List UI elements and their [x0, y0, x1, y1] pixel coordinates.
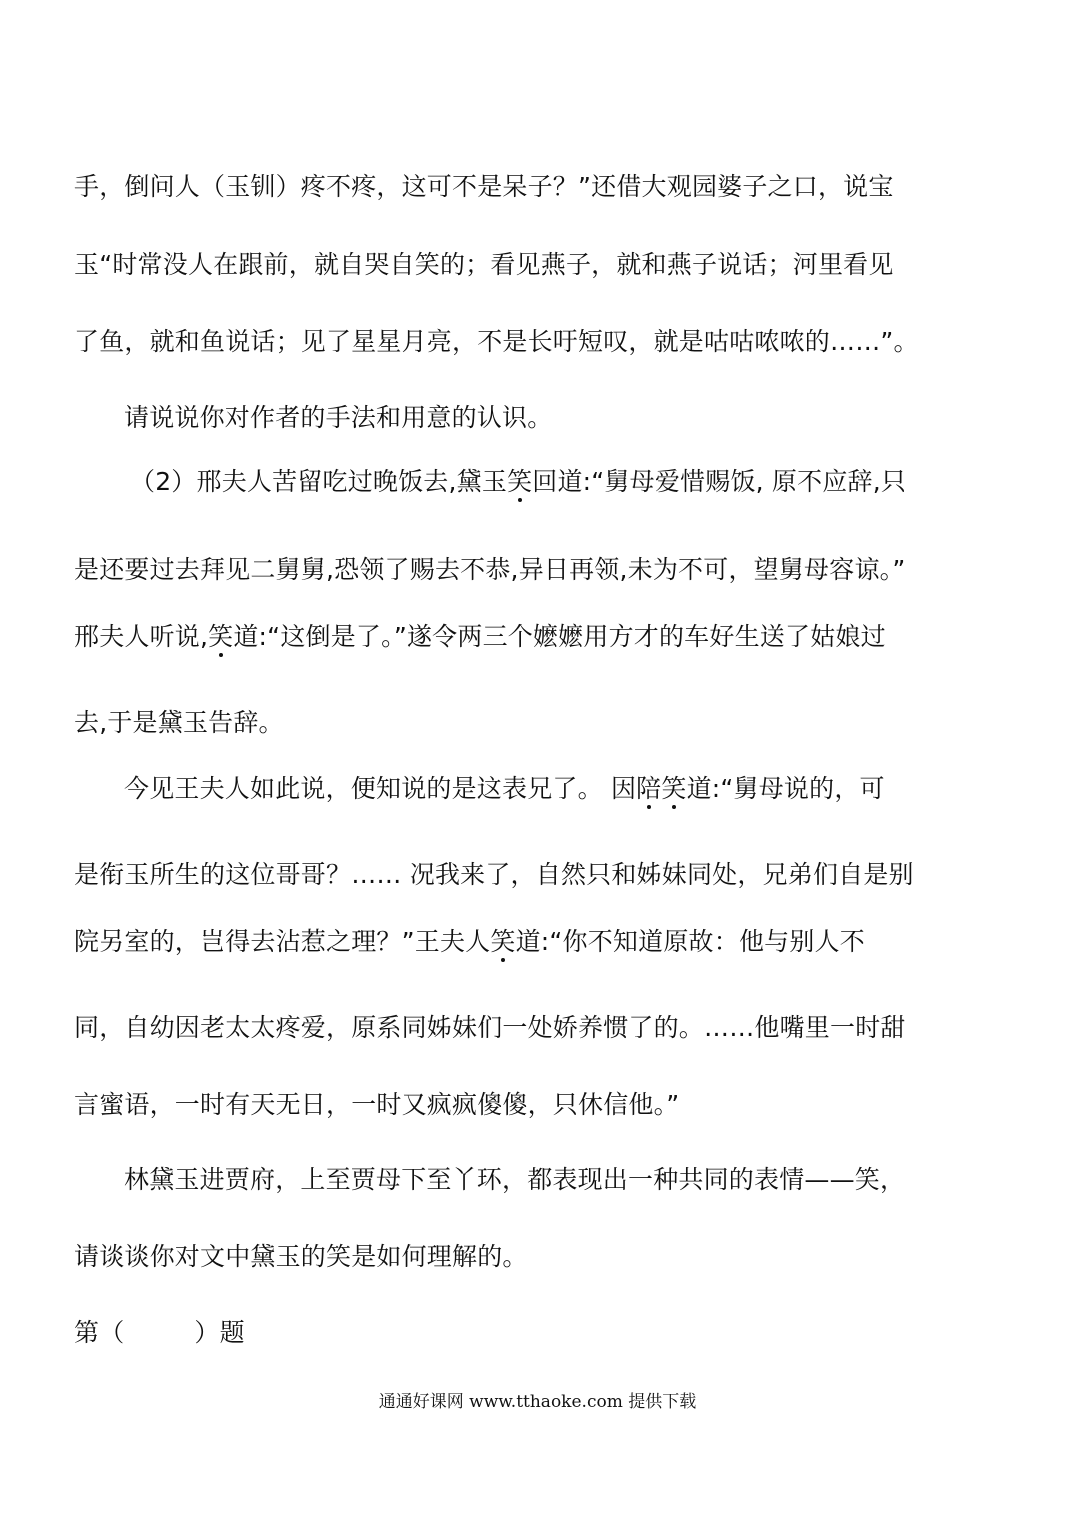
- passage-1-line-3: 了鱼，就和鱼说话；见了星星月亮，不是长吁短叹，就是咕咕哝哝的……”。: [74, 327, 919, 356]
- passage-1-line-2: 玉“时常没人在跟前，就自哭自笑的；看见燕子，就和燕子说话；河里看见: [74, 250, 894, 279]
- passage-3-line-4: 同，自幼因老太太疼爱，原系同姊妹们一处娇养惯了的。……他嘴里一时甜: [74, 1013, 906, 1042]
- passage-3-line-1: [124, 772, 885, 806]
- question-2-line-2: 请谈谈你对文中黛玉的笑是如何理解的。: [74, 1242, 528, 1271]
- question-2-line-1: 林黛玉进贾府，上至贾母下至丫环，都表现出一种共同的表情——笑，: [124, 1165, 906, 1194]
- passage-2-line-2: 是还要过去拜见二舅舅,恐领了赐去不恭,异日再领,未为不可，望舅母容谅。”: [74, 555, 906, 584]
- passage-3-line-3-part-a: 院另室的，岂得去沾惹之理？”王夫人: [74, 927, 491, 956]
- passage-2-line-3-part-a: 邢夫人听说,: [74, 622, 209, 651]
- emphasis-xiao: 笑: [661, 774, 687, 803]
- passage-2-line-1-part-a: （2）邢夫人苦留吃过晚饭去,黛玉: [130, 467, 508, 496]
- passage-2-line-1-part-b: 回道:“舅母爱惜赐饭, 原不应辞,只: [532, 467, 907, 496]
- passage-2-line-1: [130, 465, 906, 499]
- emphasis-xiao: 笑: [208, 622, 234, 651]
- question-1: 请说说你对作者的手法和用意的认识。: [124, 403, 553, 432]
- question-number-label: [74, 1316, 245, 1350]
- passage-3-line-2: 是衔玉所生的这位哥哥？…… 况我来了，自然只和姊妹同处，兄弟们自是别: [74, 860, 914, 889]
- passage-3-line-1-part-b: 道:“舅母说的，可: [686, 774, 885, 803]
- question-number-prefix: 第（: [74, 1318, 125, 1347]
- passage-3-line-3: [74, 925, 865, 959]
- passage-1-line-1: 手，倒问人（玉钏）疼不疼，这可不是呆子？”还借大观园婆子之口，说宝: [74, 172, 894, 201]
- emphasis-xiao: 笑: [507, 467, 533, 496]
- passage-2-line-3-part-b: 道:“这倒是了。”遂令两三个嬷嬷用方才的车好生送了姑娘过: [233, 622, 886, 651]
- passage-3-line-1-part-a: 今见王夫人如此说，便知说的是这表兄了。 因: [124, 774, 637, 803]
- question-number-suffix: ）题: [194, 1318, 245, 1347]
- emphasis-xiao: 笑: [490, 927, 516, 956]
- passage-2-line-4: 去,于是黛玉告辞。: [74, 708, 284, 737]
- passage-3-line-5: 言蜜语，一时有天无日，一时又疯疯傻傻，只休信他。”: [74, 1090, 680, 1119]
- emphasis-pei: 陪: [636, 774, 662, 803]
- passage-2-line-3: [74, 620, 886, 654]
- footer-credit: 通通好课网 www.tthaoke.com 提供下载: [378, 1392, 697, 1412]
- passage-3-line-3-part-b: 道:“你不知道原故：他与别人不: [515, 927, 865, 956]
